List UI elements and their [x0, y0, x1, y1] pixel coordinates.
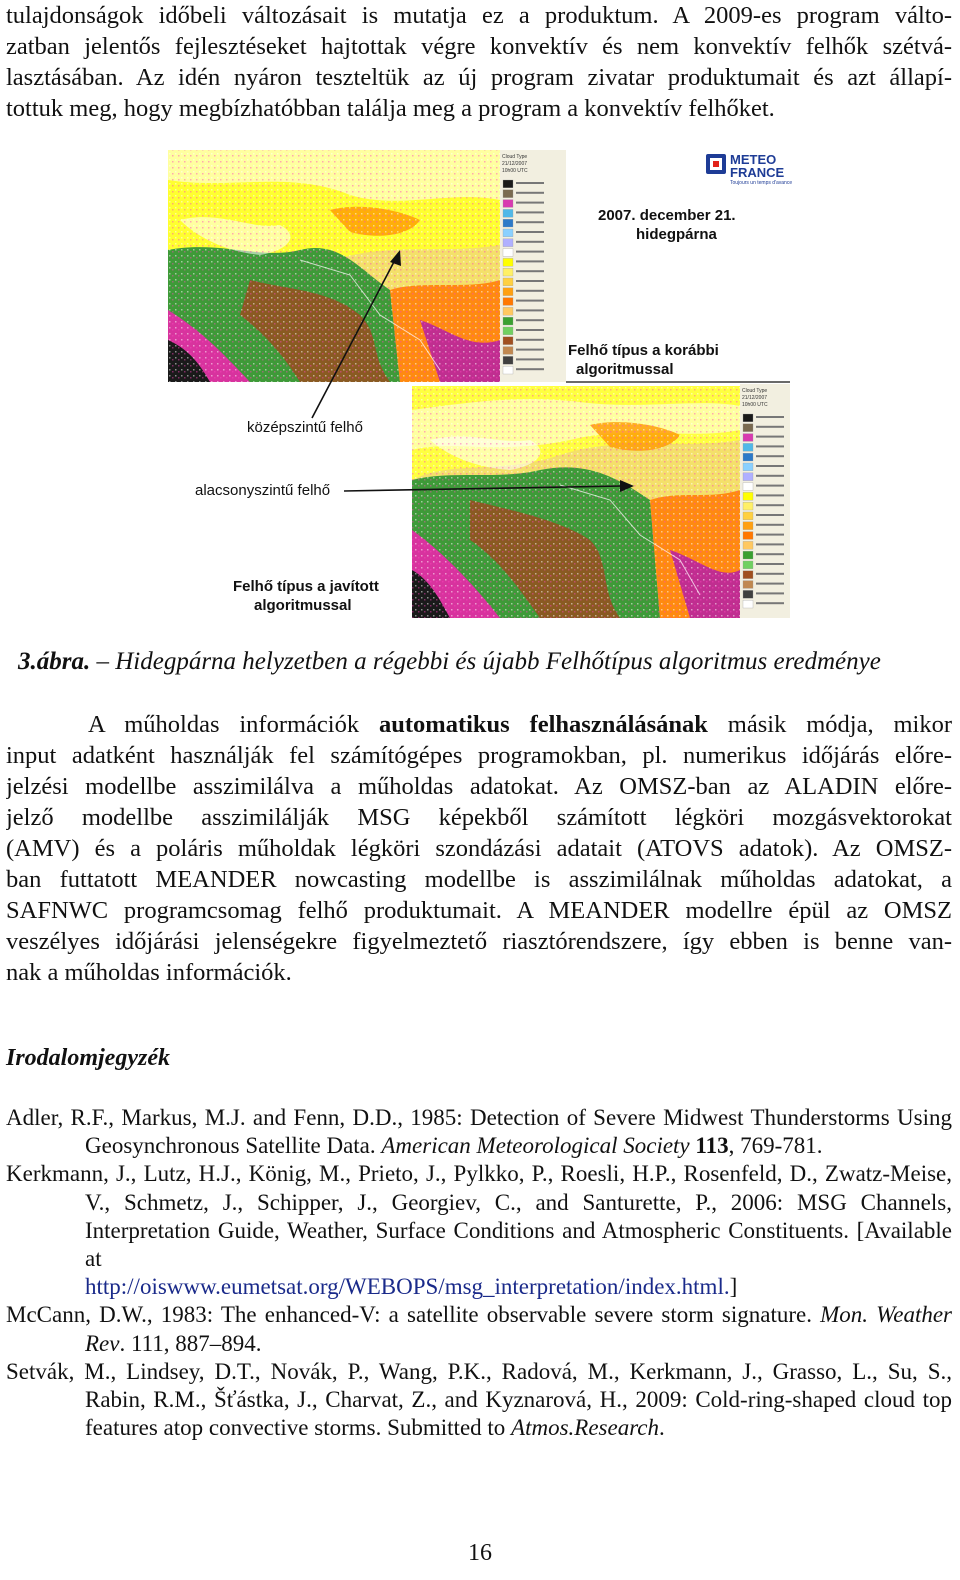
reference-item: McCann, D.W., 1983: The enhanced-V: a satellite observable severe storm signature. Mon. Weather Rev. 111, 887–894. — [6, 1302, 952, 1356]
legend-swatch-label-mark — [516, 290, 544, 292]
reference-item: Kerkmann, J., Lutz, H.J., König, M., Prieto, J., Pylkko, P., Roesli, H.P., Rosenfeld, D., Zwatz-Meise, V., Schmetz, J., Schipper, J., Georgiev, C., and Santurette, P., 2006: MSG Channels, Interpretation Guide, Weather, Surface Conditions and Atmospheric Constituents. [Available at http://oiswww.eumetsat.org/WEBOPS/msg_interpretation/index.html.] — [6, 1161, 952, 1300]
legend-swatch — [503, 307, 513, 315]
legend-swatch-label-mark — [756, 485, 784, 487]
reference-item: Setvák, M., Lindsey, D.T., Novák, P., Wang, P.K., Radová, M., Kerkmann, J., Grasso, L., Su, S., Rabin, R.M., Šťástka, J., Charvat, Z., and Kyznarová, H., 2009: Cold-ring-shaped cloud top features atop convective storms. Submitted to Atmos.Research. — [6, 1358, 952, 1441]
legend-swatch — [503, 229, 513, 237]
legend-swatch-label-mark — [756, 504, 784, 506]
legend-swatch — [743, 453, 753, 461]
legend-swatch — [743, 532, 753, 540]
reference-link[interactable]: http://oiswww.eumetsat.org/WEBOPS/msg_interpretation/index.html. — [85, 1274, 730, 1300]
svg-text:Toujours un temps d'avance: Toujours un temps d'avance — [730, 180, 793, 186]
legend-swatch-label-mark — [516, 211, 544, 213]
figure-illustration — [0, 140, 960, 630]
svg-text:algoritmussal: algoritmussal — [254, 597, 352, 614]
legend-swatch-label-mark — [756, 426, 784, 428]
legend-swatch-label-mark — [756, 592, 784, 594]
legend-swatch — [743, 473, 753, 481]
body-line: veszélyes időjárási jelenségekre figyelmeztető riasztórendszere, így ebben is benne van- — [6, 928, 952, 955]
legend-swatch — [503, 190, 513, 198]
figure-situation: hidegpárna — [636, 226, 717, 243]
legend-swatch — [743, 600, 753, 608]
legend-swatch-label-mark — [516, 270, 544, 272]
figure-caption — [18, 648, 881, 676]
legend-swatch-label-mark — [756, 475, 784, 477]
legend-swatch-label-mark — [516, 192, 544, 194]
legend-swatch-label-mark — [756, 436, 784, 438]
legend-swatch-label-mark — [516, 368, 544, 370]
intro-line: tulajdonságok időbeli változásait is mutatja ez a produktum. A 2009-es program válto- — [6, 2, 952, 29]
legend-swatch-label-mark — [756, 465, 784, 467]
legend-swatch — [503, 219, 513, 227]
legend-swatch — [503, 209, 513, 217]
legend-swatch-label-mark — [756, 602, 784, 604]
legend-new — [740, 384, 790, 618]
legend-swatch-label-mark — [516, 349, 544, 351]
legend-swatch — [743, 492, 753, 500]
legend-swatch — [503, 268, 513, 276]
body-line: ban futtatott MEANDER nowcasting modellbe is asszimilálnak műholdas adatokat, a — [6, 866, 952, 893]
legend-swatch-label-mark — [516, 300, 544, 302]
legend-swatch-label-mark — [516, 231, 544, 233]
legend-swatch — [503, 298, 513, 306]
legend-swatch-label-mark — [756, 416, 784, 418]
legend-swatch-label-mark — [756, 514, 784, 516]
intro-line: zatban jelentős fejlesztéseket hajtottak végre konvektív és nem konvektív felhők szétvá- — [6, 33, 952, 60]
body-line: nak a műholdas információk. — [6, 959, 292, 986]
legend-swatch — [743, 443, 753, 451]
label-old-algorithm: Felhő típus a korábbi — [568, 342, 719, 359]
body-line: A műholdas információk automatikus felhasználásának másik módja, mikor — [88, 711, 952, 738]
legend-swatch-label-mark — [756, 494, 784, 496]
legend-swatch — [743, 561, 753, 569]
intro-paragraph — [6, 0, 952, 124]
legend-swatch — [743, 581, 753, 589]
figure-date: 2007. december 21. — [598, 207, 736, 224]
legend-swatch-label-mark — [516, 182, 544, 184]
legend-swatch — [503, 366, 513, 374]
legend-swatch — [503, 239, 513, 247]
legend-swatch-label-mark — [756, 524, 784, 526]
legend-swatch — [743, 551, 753, 559]
legend-swatch-label-mark — [516, 339, 544, 341]
label-low-level-cloud: alacsonyszintű felhő — [195, 482, 331, 499]
svg-text:FRANCE: FRANCE — [730, 165, 785, 180]
intro-line: lasztásában. Az idén nyáron teszteltük az új program zivatar produktumait és azt állapí- — [6, 64, 952, 91]
legend-swatch-label-mark — [516, 260, 544, 262]
legend-swatch — [503, 249, 513, 257]
svg-text:METEO: METEO — [730, 152, 777, 167]
legend-swatch — [503, 356, 513, 364]
references-title: Irodalomjegyzék — [6, 1045, 170, 1071]
svg-text:algoritmussal: algoritmussal — [576, 361, 674, 378]
label-mid-level-cloud: középszintű felhő — [247, 419, 363, 436]
body-line: jelző modellbe asszimilálják MSG képekből számított légköri mozgásvektorokat — [6, 804, 952, 831]
legend-swatch-label-mark — [756, 583, 784, 585]
legend-swatch-label-mark — [516, 329, 544, 331]
legend-swatch — [743, 463, 753, 471]
legend-swatch — [503, 337, 513, 345]
legend-swatch — [743, 434, 753, 442]
svg-text:10h00 UTC: 10h00 UTC — [502, 168, 528, 174]
reference-item: Adler, R.F., Markus, M.J. and Fenn, D.D., 1985: Detection of Severe Midwest Thunderstorms Using Geosynchronous Satellite Data. American Meteorological Society 113, 769-781. — [6, 1105, 952, 1159]
body-line: input adatként használják fel számítógépes programokban, pl. numerikus időjárás előre- — [6, 742, 952, 769]
body-line: (AMV) és a poláris műholdak légköri szondázási adatait (ATOVS adatok). Az OMSZ- — [6, 835, 952, 862]
legend-swatch-label-mark — [756, 455, 784, 457]
body-line: SAFNWC programcsomag felhő produktumait. A MEANDER modellre épül az OMSZ — [6, 897, 952, 924]
legend-swatch — [743, 522, 753, 530]
legend-swatch — [503, 180, 513, 188]
legend-swatch — [743, 571, 753, 579]
legend-swatch-label-mark — [756, 543, 784, 545]
legend-swatch-label-mark — [756, 573, 784, 575]
legend-swatch-label-mark — [756, 553, 784, 555]
legend-swatch-label-mark — [756, 563, 784, 565]
legend-swatch-label-mark — [516, 280, 544, 282]
legend-swatch-label-mark — [516, 221, 544, 223]
body-line: jelzési modellbe asszimilálva a műholdas adatokat. Az OMSZ-ban az ALADIN előre- — [6, 773, 952, 800]
legend-swatch-label-mark — [756, 445, 784, 447]
legend-swatch — [503, 200, 513, 208]
legend-swatch-label-mark — [756, 534, 784, 536]
legend-swatch — [503, 278, 513, 286]
legend-header-old: Cloud Type — [502, 154, 528, 160]
legend-swatch — [743, 502, 753, 510]
figure-number: 3.ábra. — [18, 648, 91, 675]
legend-header-new: Cloud Type — [742, 388, 768, 394]
figure-caption-text: – Hidegpárna helyzetben a régebbi és újabb Felhőtípus algoritmus eredménye — [90, 648, 881, 675]
legend-swatch-label-mark — [516, 251, 544, 253]
legend-swatch — [503, 327, 513, 335]
intro-line: tottuk meg, hogy megbízhatóbban találja meg a program a konvektív felhőket. — [6, 95, 775, 122]
svg-text:10h00 UTC: 10h00 UTC — [742, 402, 768, 408]
references-list — [6, 1104, 952, 1442]
legend-swatch — [743, 590, 753, 598]
cloud-type-map-new — [412, 386, 740, 618]
legend-swatch — [503, 288, 513, 296]
legend-swatch — [503, 347, 513, 355]
legend-swatch — [743, 541, 753, 549]
legend-swatch-label-mark — [516, 241, 544, 243]
legend-swatch — [743, 414, 753, 422]
meteo-france-logo — [706, 152, 792, 186]
legend-swatch — [743, 424, 753, 432]
figure-3 — [0, 140, 960, 630]
cloud-type-map-old — [168, 150, 500, 382]
legend-swatch — [743, 483, 753, 491]
label-new-algorithm: Felhő típus a javított — [233, 578, 379, 595]
page-number: 16 — [468, 1540, 492, 1566]
legend-swatch-label-mark — [516, 309, 544, 311]
svg-text:21/12/2007: 21/12/2007 — [742, 395, 768, 401]
body-paragraph — [6, 709, 952, 988]
legend-swatch — [503, 317, 513, 325]
svg-text:21/12/2007: 21/12/2007 — [502, 161, 528, 167]
legend-swatch-label-mark — [516, 202, 544, 204]
legend-old — [500, 150, 566, 382]
legend-swatch — [503, 258, 513, 266]
legend-swatch — [743, 512, 753, 520]
legend-swatch-label-mark — [516, 319, 544, 321]
legend-swatch-label-mark — [516, 358, 544, 360]
